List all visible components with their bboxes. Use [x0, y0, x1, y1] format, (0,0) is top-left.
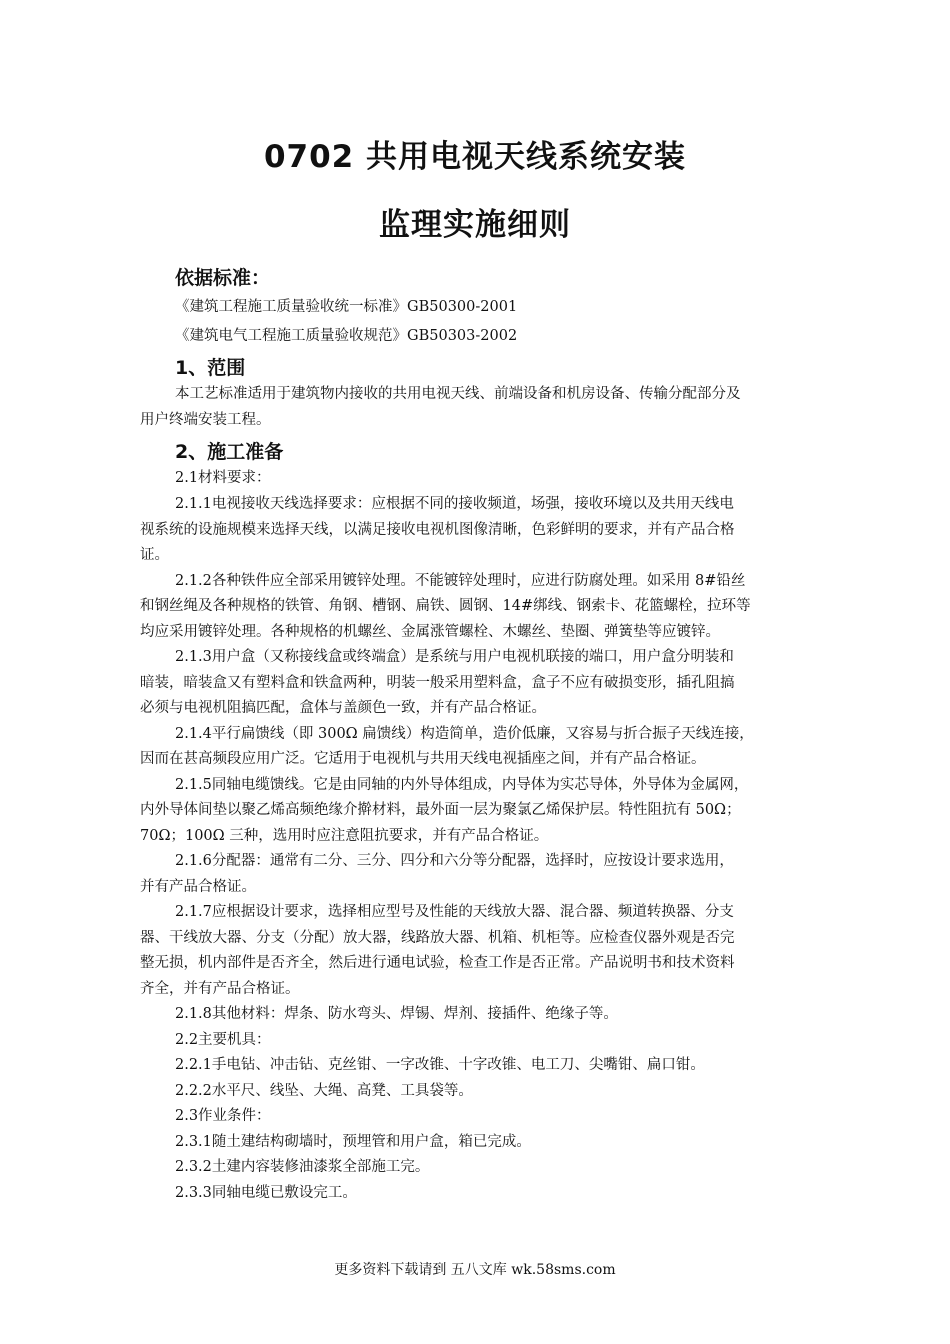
- paragraph-line: 暗装，暗装盒又有塑料盒和铁盒两种，明装一般采用塑料盒，盒子不应有破损变形，插孔阻搞: [140, 675, 735, 691]
- paragraph-line: 均应采用镀锌处理。各种规格的机螺丝、金属涨管螺栓、木螺丝、垫圈、弹簧垫等应镀锌。: [140, 624, 720, 640]
- paragraph-line: 2.3.2土建内容装修油漆浆全部施工完。: [175, 1159, 430, 1175]
- basis-heading: 依据标准：: [175, 267, 271, 289]
- standard-reference: 《建筑工程施工质量验收统一标准》GB50300-2001: [175, 299, 518, 315]
- section-1-heading: 1、范围: [175, 357, 246, 379]
- paragraph-line: 2.1.7应根据设计要求，选择相应型号及性能的天线放大器、混合器、频道转换器、分支: [175, 904, 734, 920]
- paragraph-line: 2.3.3同轴电缆已敷设完工。: [175, 1185, 357, 1201]
- paragraph-line: 器、干线放大器、分支（分配）放大器，线路放大器、机箱、机柜等。应检查仪器外观是否完: [140, 930, 735, 946]
- paragraph-line: 视系统的设施规模来选择天线，以满足接收电视机图像清晰，色彩鲜明的要求，并有产品合格: [140, 522, 735, 538]
- section-2-heading: 2、施工准备: [175, 441, 284, 463]
- standard-reference: 《建筑电气工程施工质量验收规范》GB50303-2002: [175, 328, 518, 344]
- paragraph-line: 2.1.2各种铁件应全部采用镀锌处理。不能镀锌处理时，应进行防腐处理。如采用 8#铅丝: [175, 573, 746, 589]
- paragraph-line: 因而在甚高频段应用广泛。它适用于电视机与共用天线电视插座之间，并有产品合格证。: [140, 751, 706, 767]
- paragraph-line: 2.1.4平行扁馈线（即 300Ω 扁馈线）构造简单，造价低廉，又容易与折合振子天线连接，: [175, 726, 754, 742]
- paragraph-line: 整无损，机内部件是否齐全，然后进行通电试验，检查工作是否正常。产品说明书和技术资料: [140, 955, 735, 971]
- paragraph-line: 2.1.5同轴电缆馈线。它是由同轴的内外导体组成，内导体为实芯导体，外导体为金属网，: [175, 777, 749, 793]
- document-title-line-2: 监理实施细则: [379, 207, 571, 243]
- paragraph-line: 本工艺标准适用于建筑物内接收的共用电视天线、前端设备和机房设备、传输分配部分及: [175, 386, 741, 402]
- paragraph-line: 内外导体间垫以聚乙烯高频绝缘介擀材料，最外面一层为聚氯乙烯保护层。特性阻抗有 50Ω；: [140, 802, 741, 818]
- footer-note: 更多资料下载请到 五八文库 wk.58sms.com: [334, 1262, 616, 1278]
- paragraph-line: 用户终端安装工程。: [140, 412, 271, 428]
- paragraph-line: 2.1.3用户盒（又称接线盒或终端盒）是系统与用户电视机联接的端口，用户盒分明装和: [175, 649, 734, 665]
- paragraph-line: 2.2.2水平尺、线坠、大绳、高凳、工具袋等。: [175, 1083, 473, 1099]
- paragraph-line: 2.1.1电视接收天线选择要求：应根据不同的接收频道，场强，接收环境以及共用天线电: [175, 496, 734, 512]
- paragraph-line: 和钢丝绳及各种规格的铁管、角钢、槽钢、扁铁、圆钢、14#绑线、钢索卡、花篮螺栓，拉环等: [140, 598, 751, 614]
- paragraph-line: 2.2.1手电钻、冲击钻、克丝钳、一字改锥、十字改锥、电工刀、尖嘴钳、扁口钳。: [175, 1057, 705, 1073]
- paragraph-line: 必须与电视机阻搞匹配，盒体与盖颜色一致，并有产品合格证。: [140, 700, 546, 716]
- paragraph-line: 2.1.6分配器：通常有二分、三分、四分和六分等分配器，选择时，应按设计要求选用，: [175, 853, 734, 869]
- paragraph-line: 2.2主要机具：: [175, 1032, 271, 1048]
- document-title-line-1: 0702 共用电视天线系统安装: [263, 139, 687, 175]
- paragraph-line: 2.1材料要求：: [175, 470, 271, 486]
- paragraph-line: 2.3作业条件：: [175, 1108, 271, 1124]
- paragraph-line: 并有产品合格证。: [140, 879, 256, 895]
- paragraph-line: 70Ω；100Ω 三种，选用时应注意阻抗要求，并有产品合格证。: [140, 828, 549, 844]
- paragraph-line: 2.1.8其他材料：焊条、防水弯头、焊锡、焊剂、接插件、绝缘子等。: [175, 1006, 618, 1022]
- paragraph-line: 2.3.1随土建结构砌墙时，预埋管和用户盒，箱已完成。: [175, 1134, 531, 1150]
- paragraph-line: 齐全，并有产品合格证。: [140, 981, 300, 997]
- paragraph-line: 证。: [140, 547, 169, 563]
